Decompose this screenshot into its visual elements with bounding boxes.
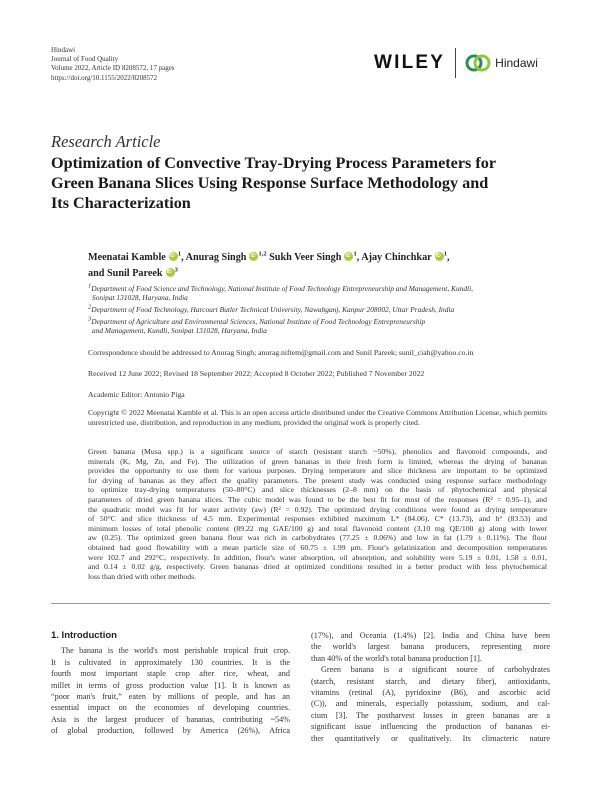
body-line: (C)), and minerals, especially potassium, sodium, and cal- <box>311 699 550 709</box>
abstract-line: obtained had good flowability with a mean particle size of 60.75 ± 1.99 μm. Flour's gelatinization and decomposition temperatures <box>88 542 547 552</box>
body-line: The banana is the world's most perishable tropical fruit crop. <box>61 646 290 656</box>
hindawi-logo-text: Hindawi <box>495 56 538 70</box>
body-line: cium [3]. The postharvest losses in green bananas are a <box>311 710 550 720</box>
abstract-line: for drying of bananas as they affect the quality parameters. The present study was conducted using response surface methodology <box>88 475 547 485</box>
author[interactable]: Anurag SinghiD $^{1,2}$ <box>186 252 267 263</box>
volume-info: Volume 2022, Article ID 8208572, 17 pages <box>51 64 175 73</box>
affiliation: $^2$Department of Food Technology, Harcourt Butler Technical University, Nawabganj, Kanpur 208002, Uttar Pradesh, India <box>88 303 455 314</box>
abstract-line: provides the opportunity to use them for various purposes. Drying temperature and slice thickness are important to be optimized <box>88 466 547 476</box>
hindawi-logo-icon <box>465 53 491 73</box>
author[interactable]: Sunil PareekiD $^3$ <box>107 268 178 279</box>
title-line: Its Characterization <box>51 194 191 213</box>
logo-divider <box>455 48 456 78</box>
body-line: essential impact on the economies of developing countries. <box>51 703 290 713</box>
body-line: Asia is the largest producer of bananas, contributing ~54% <box>51 714 290 724</box>
body-line: significant issue influencing the production of bananas ei- <box>311 722 550 732</box>
orcid-icon[interactable] <box>169 252 178 261</box>
article-title <box>51 153 551 214</box>
academic-editor: Academic Editor: Antonio Piga <box>88 390 185 399</box>
abstract-line: of 50°C and slice thickness of 4.5 mm. Experimental responses exhibited maximum L* (84.06), C* (13.73), and h° (83.53) and <box>88 514 547 524</box>
author-list: Meenatai KambleiD $^1$, Anurag SinghiD $^{1,2}$ Sukh Veer SinghiD $^1$, Ajay ChinchkariD $^1$, and Sunil PareekiD $^3$ <box>88 250 558 282</box>
orcid-icon[interactable] <box>166 268 175 277</box>
article-type: Research Article <box>51 132 161 151</box>
orcid-icon[interactable] <box>344 252 353 261</box>
section-heading: 1. Introduction <box>51 630 117 641</box>
publication-dates: Received 12 June 2022; Revised 18 September 2022; Accepted 8 October 2022; Published 7 November 2022 <box>88 369 425 378</box>
copyright-notice: Copyright © 2022 Meenatai Kamble et al. This is an open access article distributed under the Creative Commons Attribution License, which permits unrestricted use, distribution, and reproduction in any medium, provided the original work is properly cited. <box>88 408 547 427</box>
body-line: millet in terms of gross production value [1]. It is known as <box>51 680 290 690</box>
body-line: of global production, followed by America (26%), Africa <box>51 726 290 736</box>
abstract-line: and 0.14 ± 0.02 g/g, respectively. Green bananas dried at optimized conditions resulted in a better product with less phytochemical <box>88 562 547 572</box>
body-line: vitamins (retinal (A), pyridoxine (B6), and ascorbic acid <box>311 688 550 698</box>
author[interactable]: Sukh Veer SinghiD $^1$ <box>269 252 357 263</box>
doi-link[interactable]: https://doi.org/10.1155/2022/8208572 <box>51 73 158 82</box>
author[interactable]: Ajay ChinchkariD $^1$ <box>361 252 447 263</box>
section-divider <box>51 603 550 604</box>
publisher-logos <box>374 48 538 78</box>
left-column <box>51 630 290 737</box>
abstract-line: aw (0.25). The optimized green banana flour was rich in carbohydrates (77.25 ± 0.06%) and low in fat (1.79 ± 0.11%). The flour <box>88 533 547 543</box>
body-line: the world's largest banana producers, representing more <box>311 642 550 652</box>
journal-name: Journal of Food Quality <box>51 55 119 64</box>
journal-meta <box>51 46 175 83</box>
orcid-icon[interactable] <box>435 252 444 261</box>
body-line: than 40% of the world's total banana production [1]. <box>311 653 482 663</box>
abstract-line: minerals (K, Mg, Zn, and Fe). The utilization of green bananas in their fresh form is limited, whereas the drying of bananas <box>88 456 547 466</box>
body-line: ther quantitatively or qualitatively. Its climacteric nature <box>311 733 550 743</box>
affiliation: $^1$Department of Food Science and Technology, National Institute of Food Technology Entrepreneurship and Management, Kundli, Sonipat 131028, Haryana, India <box>88 282 473 303</box>
publisher-name: Hindawi <box>51 46 76 54</box>
affiliation: $^3$Department of Agriculture and Environmental Sciences, National Institute of Food Technology Entrepreneurship and Management, Kundli, Sonipat 131028, Haryana, India <box>88 315 426 336</box>
abstract-line: Green banana (Musa spp.) is a significant source of starch (resistant starch ~50%), phenolics and flavonoid compounds, and <box>88 447 547 456</box>
author[interactable]: Meenatai KambleiD $^1$ <box>88 252 181 263</box>
title-line: Green Banana Slices Using Response Surface Methodology and <box>51 174 489 193</box>
body-line: Green banana is a significant source of carbohydrates <box>321 665 550 675</box>
abstract-line: to optimize tray-drying temperatures (50–80°C) and slice thicknesses (2–8 mm) on the basis of phytochemical and physical <box>88 485 547 495</box>
body-line: (17%), and Oceania (1.4%) [2]. India and China have been <box>311 631 550 640</box>
abstract-line: minimum losses of total phenolic content (89.22 mg GAE/100 g) and total flavonoid content (3.10 mg QE/100 g) along with lower <box>88 523 547 533</box>
abstract-line: were 102.7 and 292°C, respectively. In addition, flour's water absorption, oil absorption, and solubility were 5.19 ± 0.01, 1.58 ± 0.01, <box>88 552 547 562</box>
abstract <box>88 447 547 581</box>
abstract-line: parameters of dried green banana slices. The cubic model was found to be the best fit for most of the responses (R² = 0.95–1), and <box>88 494 547 504</box>
body-line: (starch, resistant starch, and dietary fiber), antioxidants, <box>311 676 550 686</box>
abstract-line: loss than dried with other methods. <box>88 571 197 581</box>
wiley-logo: WILEY <box>374 52 446 73</box>
orcid-icon[interactable] <box>249 252 258 261</box>
correspondence: Correspondence should be addressed to Anurag Singh; anurag.niftem@gmail.com and Sunil Pareek; sunil_ciah@yahoo.co.in <box>88 348 474 357</box>
right-column <box>311 630 550 744</box>
body-line: fourth most important staple crop after rice, wheat, and <box>51 669 290 679</box>
title-line: Optimization of Convective Tray-Drying Process Parameters for <box>51 154 497 172</box>
body-line: It is cultivated in approximately 130 countries. It is the <box>51 657 290 667</box>
body-line: “poor man's fruit,” eaten by millions of people, and has an <box>51 692 290 702</box>
abstract-line: the quadratic model was fit for water activity (aw) (R² = 0.92). The optimized drying conditions were found as drying temperature <box>88 504 547 514</box>
